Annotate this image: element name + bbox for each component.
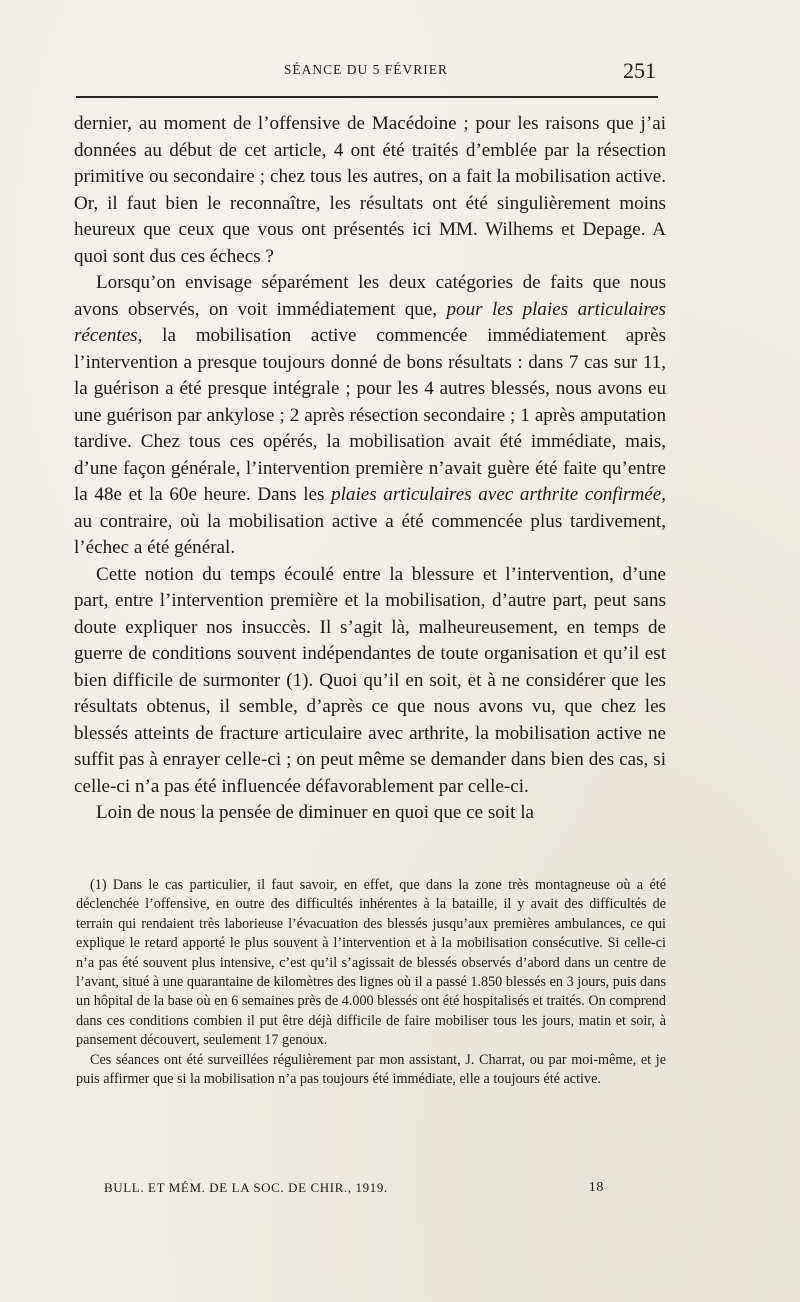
- main-text: [74, 111, 666, 827]
- paragraph-2: [74, 270, 666, 562]
- paragraph-3: Cette notion du temps écoulé entre la blessure et l’intervention, d’une part, entre l’intervention première et la mobilisation, d’autre part, peut sans doute expliquer nos insuccès. Il s’agit là, malheureusement, en temps de guerre de conditions souvent indépendantes de toute organisation et qu’il est bien difficile de surmonter (1). Quoi qu’il en soit, et à ne considérer que les résultats obtenus, il semble, d’après ce que nous avons vu, que chez les blessés atteints de fracture articulaire avec arthrite, la mobilisation active ne suffit pas à enrayer celle-ci ; on peut même se demander dans bien des cas, si celle-ci n’a pas été influencée défavorablement par celle-ci.: [74, 563, 666, 797]
- paragraph-4: Loin de nous la pensée de diminuer en quoi que ce soit la: [96, 802, 534, 823]
- paragraph-2-part-c: , au contraire, où la mobilisation active a été commencée plus tardivement, l’échec a été général.: [74, 484, 666, 558]
- footnote-1: (1) Dans le cas particulier, il faut savoir, en effet, que dans la zone très montagneuse où a été déclenchée l’offensive, en outre des difficultés inhérentes à la bataille, il y avait des difficultés de terrain qui rendaient très laborieuse l’évacuation des blessés jusqu’aux premières ambulances, ce qui explique le retard apporté le plus souvent à l’intervention et à la mobilisation consécutive. Si celle-ci n’a pas été souvent plus intensive, c’est qu’il s’agissait de blessés observés d’abord dans un centre de l’avant, situé à une quarantaine de kilomètres des lignes où il a passé 1.850 blessés en 3 jours, puis dans un hôpital de la base où en 6 semaines près de 4.000 blessés ont été hospitalisés et traités. On comprend dans ces conditions combien il put être déjà difficile de faire mobiliser tous les jours, matin et soir, à pansement découvert, seulement 17 genoux.: [76, 877, 666, 1049]
- paragraph-2-part-a: Lorsqu’on envisage séparément les deux catégories de faits que nous avons observés, on voit immédiatement que,: [74, 272, 666, 320]
- paragraph-1: dernier, au moment de l’offensive de Macédoine ; pour les raisons que j’ai données au début de cet article, 4 ont été traités d’emblée par la résection primitive ou secondaire ; chez tous les autres, on a fait la mobilisation active. Or, il faut bien le reconnaître, les résultats ont été singulièrement moins heureux que ceux que vous ont présentés ici MM. Wilhems et Depage. A quoi sont dus ces échecs ?: [74, 113, 666, 267]
- journal-citation: BULL. ET MÉM. DE LA SOC. DE CHIR., 1919.: [104, 1180, 388, 1195]
- paragraph-2-italic-1: pour les plaies articulaires récentes: [74, 298, 666, 346]
- page-number: 251: [623, 58, 656, 83]
- footnotes: [76, 876, 666, 1089]
- page-footer: [104, 1180, 604, 1200]
- paragraph-2-part-b: , la mobilisation active commencée immédiatement après l’intervention a presque toujours donné de bons résultats : dans 7 cas sur 11, la guérison a été presque intégrale ; pour les 4 autres blessés, nous avons eu une guérison par ankylose ; 2 après résection secondaire ; 1 après amputation tardive. Chez tous ces opérés, la mobilisation avait été immédiate, mais, d’une façon générale, l’intervention première n’avait guère été faite qu’entre la 48e et la 60e heure. Dans les: [74, 325, 666, 505]
- footnote-2: Ces séances ont été surveillées régulièrement par mon assistant, J. Charrat, ou par moi-même, et je puis affirmer que si la mobilisation n’a pas toujours été immédiate, elle a toujours été active.: [76, 1051, 666, 1088]
- page-header: [76, 58, 656, 86]
- running-title: SÉANCE DU 5 FÉVRIER: [283, 62, 449, 77]
- paragraph-2-italic-2: plaies articulaires avec arthrite confirmée: [331, 484, 662, 505]
- header-rule: [76, 96, 658, 98]
- signature-mark: 18: [588, 1180, 604, 1195]
